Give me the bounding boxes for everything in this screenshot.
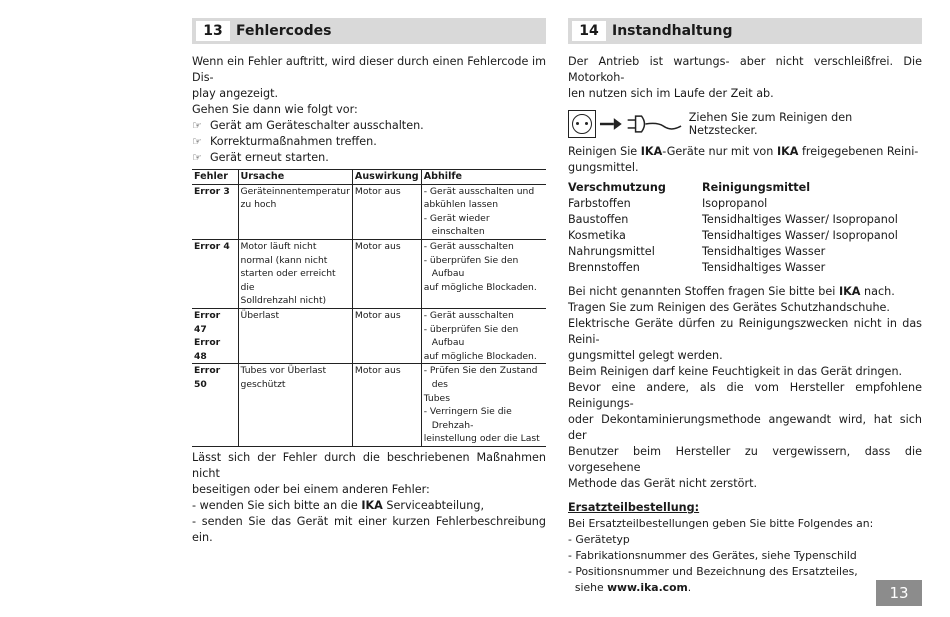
error-code-cell: Error 4 (192, 239, 238, 308)
intro-line: Der Antrieb ist wartungs- aber nicht verschleißfrei. Die Motorkoh- (568, 55, 922, 84)
cause-cell: Überlast (238, 308, 352, 363)
table-row: Nahrungsmittel Tensidhaltiges Wasser (568, 245, 826, 258)
pointing-hand-icon: ☞ (192, 151, 202, 164)
table-row: Baustoffen Tensidhaltiges Wasser/ Isopropanol (568, 213, 898, 226)
table-header-row (568, 180, 922, 196)
outro-item: - wenden Sie sich bitte an die IKA Serviceabteilung, (192, 498, 484, 512)
remedy-cell: - Gerät ausschalten und abkühlen lassen - Gerät wieder einschalten (421, 184, 546, 239)
note-line: Bevor eine andere, als die vom Hersteller empfohlene Reinigungs- (568, 381, 922, 410)
error-code-cell: Error 3 (192, 184, 238, 239)
section-title: Instandhaltung (612, 23, 733, 39)
list-item: siehe www.ika.com. (568, 581, 692, 594)
outro-item: - senden Sie das Gerät mit einer kurzen Fehlerbeschreibung ein. (192, 514, 546, 544)
cleaning-agent-table (568, 180, 922, 276)
pointing-hand-icon: ☞ (192, 135, 202, 148)
brand-name: IKA (361, 498, 383, 512)
section-number: 13 (196, 21, 230, 41)
table-row (192, 364, 546, 447)
table-header-row (192, 170, 546, 185)
table-row (192, 308, 546, 363)
brand-name: IKA (776, 145, 799, 158)
table-row (192, 239, 546, 308)
intro-line: Wenn ein Fehler auftritt, wird dieser durch einen Fehlercode im Dis- (192, 55, 546, 84)
section-fehlercodes (192, 18, 546, 546)
column-header: Reinigungsmittel (702, 181, 811, 194)
remedy-cell: - Gerät ausschalten - überprüfen Sie den Aufbau auf mögliche Blockaden. (421, 239, 546, 308)
error-code-cell: Error 50 (192, 364, 238, 447)
outro-line: Lässt sich der Fehler durch die beschriebenen Maßnahmen nicht (192, 450, 546, 480)
error-code-table (192, 169, 546, 447)
column-header: Auswirkung (352, 170, 421, 185)
spare-parts-heading: Ersatzteilbestellung: (568, 501, 700, 514)
remedy-cell: - Gerät ausschalten - überprüfen Sie den Aufbau auf mögliche Blockaden. (421, 308, 546, 363)
list-item: - Fabrikationsnummer des Gerätes, siehe Typenschild (568, 549, 857, 562)
spare-parts-intro: Bei Ersatzteilbestellungen geben Sie bitte Folgendes an: (568, 517, 874, 530)
section-header (192, 18, 546, 44)
note-line: Tragen Sie zum Reinigen des Gerätes Schutzhandschuhe. (568, 301, 890, 314)
cause-cell: Tubes vor Überlast geschützt (238, 364, 352, 447)
table-row: Brennstoffen Tensidhaltiges Wasser (568, 261, 826, 274)
website-link[interactable]: www.ika.com (607, 581, 688, 594)
effect-cell: Motor aus (352, 239, 421, 308)
section-header (568, 18, 922, 44)
power-socket-icon (568, 110, 596, 138)
effect-cell: Motor aus (352, 364, 421, 447)
effect-cell: Motor aus (352, 184, 421, 239)
list-item: ☞ Gerät am Geräteschalter ausschalten. (192, 119, 424, 132)
note-line: Elektrische Geräte dürfen zu Reinigungszwecken nicht in das Reini- (568, 317, 922, 346)
section-number: 14 (572, 21, 606, 41)
cause-cell: Motor läuft nicht normal (kann nicht starten oder erreicht die Solldrehzahl nicht) (238, 239, 352, 308)
outro-line: beseitigen oder bei einem anderen Fehler: (192, 482, 430, 496)
note-line: Bei nicht genannten Stoffen fragen Sie bitte bei IKA nach. (568, 285, 895, 298)
cleaning-rule: Reinigen Sie IKA-Geräte nur mit von IKA freigegebenen Reini- (568, 145, 919, 158)
table-row: Farbstoffen Isopropanol (568, 197, 768, 210)
list-item: - Positionsnummer und Bezeichnung des Ersatzteiles, (568, 565, 858, 578)
brand-name: IKA (640, 145, 663, 158)
section-instandhaltung (568, 18, 922, 596)
note-line: oder Dekontaminierungsmethode angewandt wird, hat sich der (568, 413, 922, 442)
note-line: Beim Reinigen darf keine Feuchtigkeit in das Gerät dringen. (568, 365, 903, 378)
effect-cell: Motor aus (352, 308, 421, 363)
note-line: Methode das Gerät nicht zerstört. (568, 477, 758, 490)
error-code-cell: Error 47 Error 48 (192, 308, 238, 363)
note-line: gungsmittel gelegt werden. (568, 349, 723, 362)
column-header: Verschmutzung (568, 181, 666, 194)
intro-line: len nutzen sich im Laufe der Zeit ab. (568, 87, 774, 100)
intro-line: Gehen Sie dann wie folgt vor: (192, 103, 358, 116)
unplug-instruction (568, 108, 922, 140)
cause-cell: Geräteinnentemperatur zu hoch (238, 184, 352, 239)
note-line: Benutzer beim Hersteller zu vergewissern, dass die vorgesehene (568, 445, 922, 474)
remedy-cell: - Prüfen Sie den Zustand des Tubes - Verringern Sie die Drehzah- leinstellung oder die Last (421, 364, 546, 447)
cleaning-rule: gungsmittel. (568, 161, 639, 174)
brand-name: IKA (838, 285, 861, 298)
list-item: ☞ Korrekturmaßnahmen treffen. (192, 135, 377, 148)
page-number: 13 (876, 580, 922, 606)
unplug-arrow-icon (598, 112, 683, 136)
unplug-text: Ziehen Sie zum Reinigen den Netzstecker. (688, 111, 853, 137)
intro-line: play angezeigt. (192, 87, 279, 100)
column-header: Ursache (238, 170, 352, 185)
column-header: Abhilfe (421, 170, 546, 185)
list-item: - Gerätetyp (568, 533, 630, 546)
section-title: Fehlercodes (236, 23, 332, 39)
table-row: Kosmetika Tensidhaltiges Wasser/ Isopropanol (568, 229, 898, 242)
pointing-hand-icon: ☞ (192, 119, 202, 132)
list-item: ☞ Gerät erneut starten. (192, 151, 329, 164)
table-row (192, 184, 546, 239)
column-header: Fehler (192, 170, 238, 185)
